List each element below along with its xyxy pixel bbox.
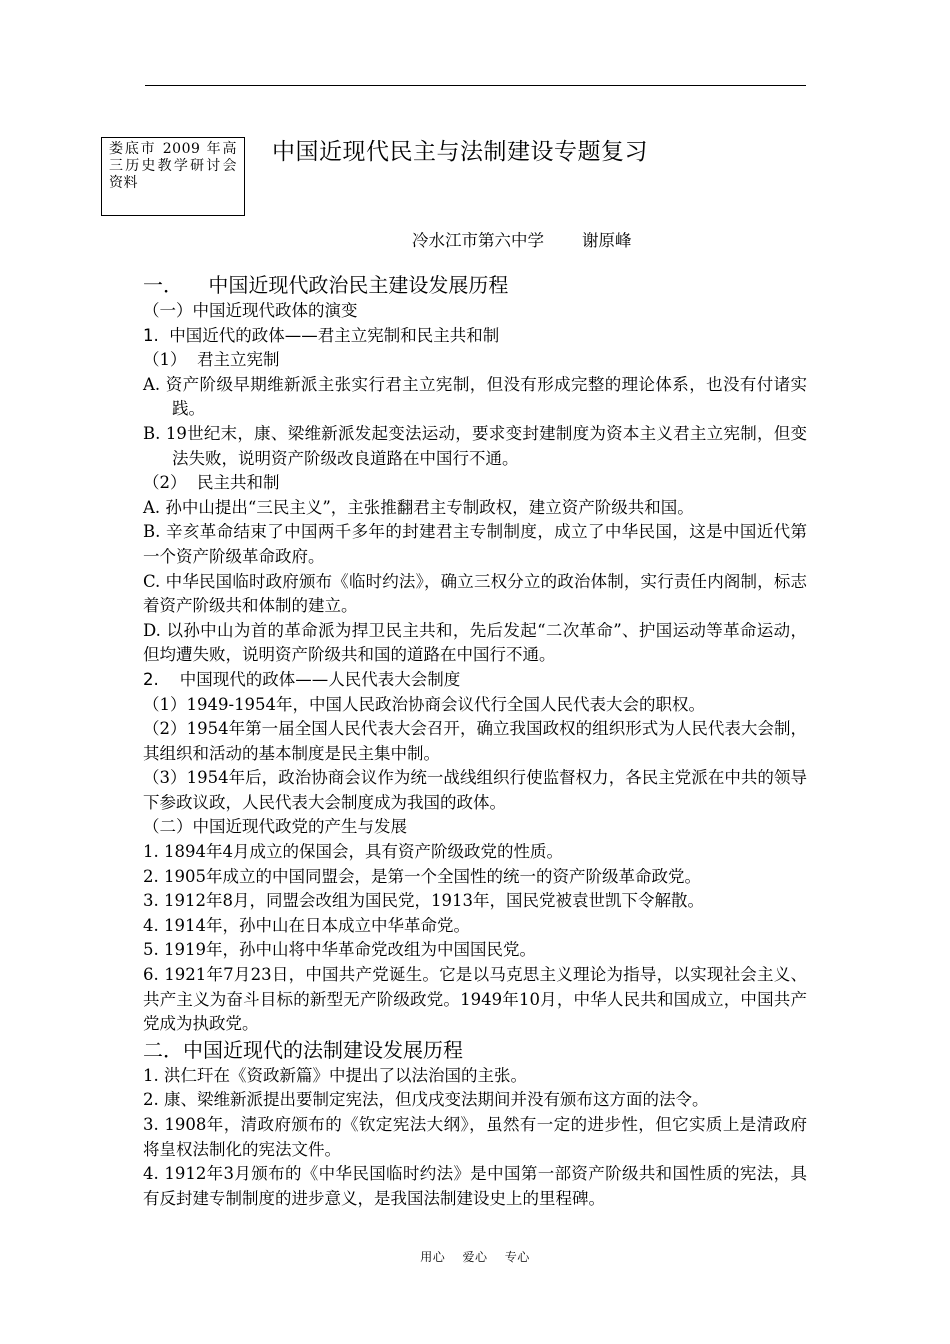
author-school: 冷水江市第六中学 bbox=[412, 231, 544, 250]
body-paragraph: （1） 君主立宪制 bbox=[143, 350, 280, 370]
list-item: B. 19世纪末，康、梁维新派发起变法运动，要求变封建制度为资本主义君主立宪制，但变法失败，说明资产阶级改良道路在中国行不通。 bbox=[143, 423, 807, 468]
author-line bbox=[412, 227, 632, 251]
subsection-heading: 1. 中国近代的政体——君主立宪制和民主共和制 bbox=[143, 325, 500, 345]
subsection-heading: 2. 中国现代的政体——人民代表大会制度 bbox=[143, 669, 461, 689]
document-body bbox=[143, 272, 807, 1211]
body-paragraph: 1. 洪仁玕在《资政新篇》中提出了以法治国的主张。 bbox=[143, 1065, 527, 1085]
body-paragraph: 4. 1914年，孙中山在日本成立中华革命党。 bbox=[143, 915, 470, 935]
body-paragraph: （2）1954年第一届全国人民代表大会召开，确立我国政权的组织形式为人民代表大会制，其组织和活动的基本制度是民主集中制。 bbox=[143, 719, 807, 763]
body-paragraph: （3）1954年后，政治协商会议作为统一战线组织行使监督权力，各民主党派在中共的领导下参政议政，人民代表大会制度成为我国的政体。 bbox=[143, 768, 807, 812]
body-paragraph: D. 以孙中山为首的革命派为捍卫民主共和，先后发起“二次革命”、护国运动等革命运动，但均遭失败，说明资产阶级共和国的道路在中国行不通。 bbox=[143, 620, 807, 665]
section-heading: 一． 中国近现代政治民主建设发展历程 bbox=[143, 273, 509, 297]
body-paragraph: 2. 康、梁维新派提出要制定宪法，但戊戌变法期间并没有颁布这方面的法令。 bbox=[143, 1090, 709, 1110]
document-title: 中国近现代民主与法制建设专题复习 bbox=[272, 139, 648, 165]
body-paragraph: 1. 1894年4月成立的保国会，具有资产阶级政党的性质。 bbox=[143, 842, 563, 862]
body-paragraph: （1）1949-1954年，中国人民政治协商会议代行全国人民代表大会的职权。 bbox=[143, 694, 706, 714]
conference-label-text: 娄底市 2009 年高三历史教学研讨会资料 bbox=[109, 141, 237, 191]
section-heading: 二．中国近现代的法制建设发展历程 bbox=[143, 1037, 463, 1062]
body-paragraph: A. 孙中山提出“三民主义”，主张推翻君主专制政权，建立资产阶级共和国。 bbox=[143, 497, 694, 517]
header-rule bbox=[145, 85, 806, 86]
body-paragraph: C. 中华民国临时政府颁布《临时约法》，确立三权分立的政治体制，实行责任内阁制，标志着资产阶级共和体制的建立。 bbox=[143, 571, 807, 616]
page-footer: 用心 爱心 专心 bbox=[420, 1250, 530, 1264]
subsection-heading: （一）中国近现代政体的演变 bbox=[143, 301, 358, 320]
body-paragraph: 3. 1908年，清政府颁布的《钦定宪法大纲》，虽然有一定的进步性，但它实质上是清政府将皇权法制化的宪法文件。 bbox=[143, 1115, 807, 1159]
list-item: A. 资产阶级早期维新派主张实行君主立宪制，但没有形成完整的理论体系，也没有付诸实践。 bbox=[143, 374, 807, 419]
body-paragraph: （2） 民主共和制 bbox=[143, 473, 280, 493]
body-paragraph: 5. 1919年，孙中山将中华革命党改组为中国国民党。 bbox=[143, 940, 536, 960]
conference-label-box bbox=[101, 137, 245, 216]
subsection-heading: （二）中国近现代政党的产生与发展 bbox=[143, 817, 407, 837]
body-paragraph: 4. 1912年3月颁布的《中华民国临时约法》是中国第一部资产阶级共和国性质的宪法，具有反封建专制制度的进步意义，是我国法制建设史上的里程碑。 bbox=[143, 1164, 807, 1208]
author-name: 谢原峰 bbox=[582, 231, 632, 250]
body-paragraph: B. 辛亥革命结束了中国两千多年的封建君主专制制度，成立了中华民国，这是中国近代第一个资产阶级革命政府。 bbox=[143, 522, 807, 566]
body-paragraph: 2. 1905年成立的中国同盟会，是第一个全国性的统一的资产阶级革命政党。 bbox=[143, 866, 701, 886]
body-paragraph: 6. 1921年7月23日，中国共产党诞生。它是以马克思主义理论为指导，以实现社会主义、共产主义为奋斗目标的新型无产阶级政党。1949年10月，中华人民共和国成立，中国共产党成为执政党。 bbox=[143, 965, 807, 1034]
body-paragraph: 3. 1912年8月，同盟会改组为国民党，1913年，国民党被袁世凯下令解散。 bbox=[143, 891, 704, 911]
